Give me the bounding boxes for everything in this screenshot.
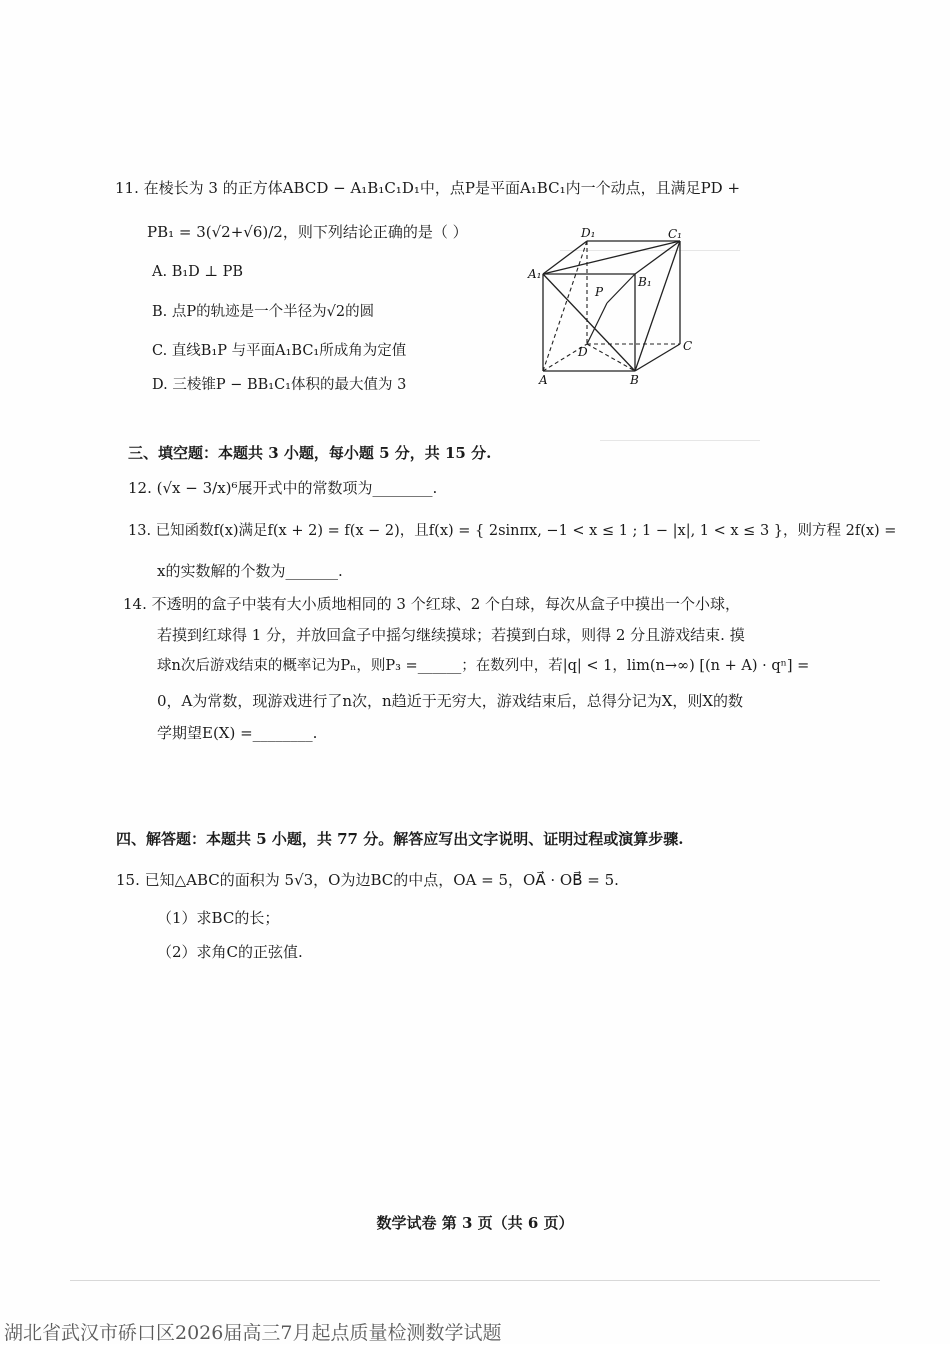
q15-part2: （2）求角C的正弦值. [157,943,303,961]
hidden-edge-db [587,344,635,371]
q13-line2: x的实数解的个数为_______. [157,562,343,580]
edge-c1b [635,241,680,371]
label-a: A [539,373,548,387]
q11-line2: PB₁ = 3(√2+√6)/2，则下列结论正确的是（ ） [147,223,468,241]
q11-option-a: A. B₁D ⊥ PB [152,264,244,280]
q14-line1: 14. 不透明的盒子中装有大小质地相同的 3 个红球、2 个白球，每次从盒子中摸出一个小球， [123,595,741,613]
q14-line2: 若摸到红球得 1 分，并放回盒子中摇匀继续摸球；若摸到白球，则得 2 分且游戏结束. 摸 [157,626,745,644]
footer-divider [70,1280,880,1281]
scan-artifact [600,440,760,441]
label-c: C [683,339,693,353]
label-d: D [578,345,588,359]
label-c1: C₁ [668,228,682,241]
label-d1: D₁ [581,228,596,240]
q11-option-d: D. 三棱锥P − BB₁C₁体积的最大值为 3 [152,377,407,393]
q11-line1: 11. 在棱长为 3 的正方体ABCD − A₁B₁C₁D₁中，点P是平面A₁BC₁内一个动点，且满足PD + [115,179,741,197]
section4-heading: 四、解答题：本题共 5 小题，共 77 分。解答应写出文字说明、证明过程或演算步骤. [116,830,684,848]
label-b1: B₁ [638,275,652,289]
label-a1: A₁ [528,267,542,281]
section3-heading: 三、填空题：本题共 3 小题，每小题 5 分，共 15 分. [128,444,492,462]
q15-part1: （1）求BC的长； [157,909,280,927]
source-watermark: 湖北省武汉市硚口区2026届高三7月起点质量检测数学试题 [4,1322,502,1344]
q14-line3: 球n次后游戏结束的概率记为Pₙ，则P₃ =______；在数列中，若|q| < 1，lim(n→∞) [(n + A) · qⁿ] = [157,658,810,674]
label-p: P [595,285,604,299]
q13-line1: 13. 已知函数f(x)满足f(x + 2) = f(x − 2)，且f(x) = { 2sinπx, −1 < x ≤ 1 ; 1 − |x|, 1 < x ≤ 3 }，则方程 2f(x) = [128,523,897,539]
q11-option-c: C. 直线B₁P 与平面A₁BC₁所成角为定值 [152,343,407,359]
q14-line5: 学期望E(X) =________. [157,724,318,742]
q15-text: 15. 已知△ABC的面积为 5√3，O为边BC的中点，OA = 5，OA⃗ · OB⃗ = 5. [116,871,619,889]
segment-pb1 [607,274,635,303]
q12-text: 12. (√x − 3/x)⁶展开式中的常数项为________. [128,479,438,497]
q14-line4: 0，A为常数，现游戏进行了n次，n趋近于无穷大，游戏结束后，总得分记为X，则X的数 [157,692,744,710]
q11-option-b: B. 点P的轨迹是一个半径为√2的圆 [152,304,375,320]
edge-a1c1 [543,241,680,274]
cube-figure [525,228,705,393]
page-number: 数学试卷 第 3 页（共 6 页） [376,1214,574,1232]
label-b: B [630,373,639,387]
edge-bc [635,344,680,371]
